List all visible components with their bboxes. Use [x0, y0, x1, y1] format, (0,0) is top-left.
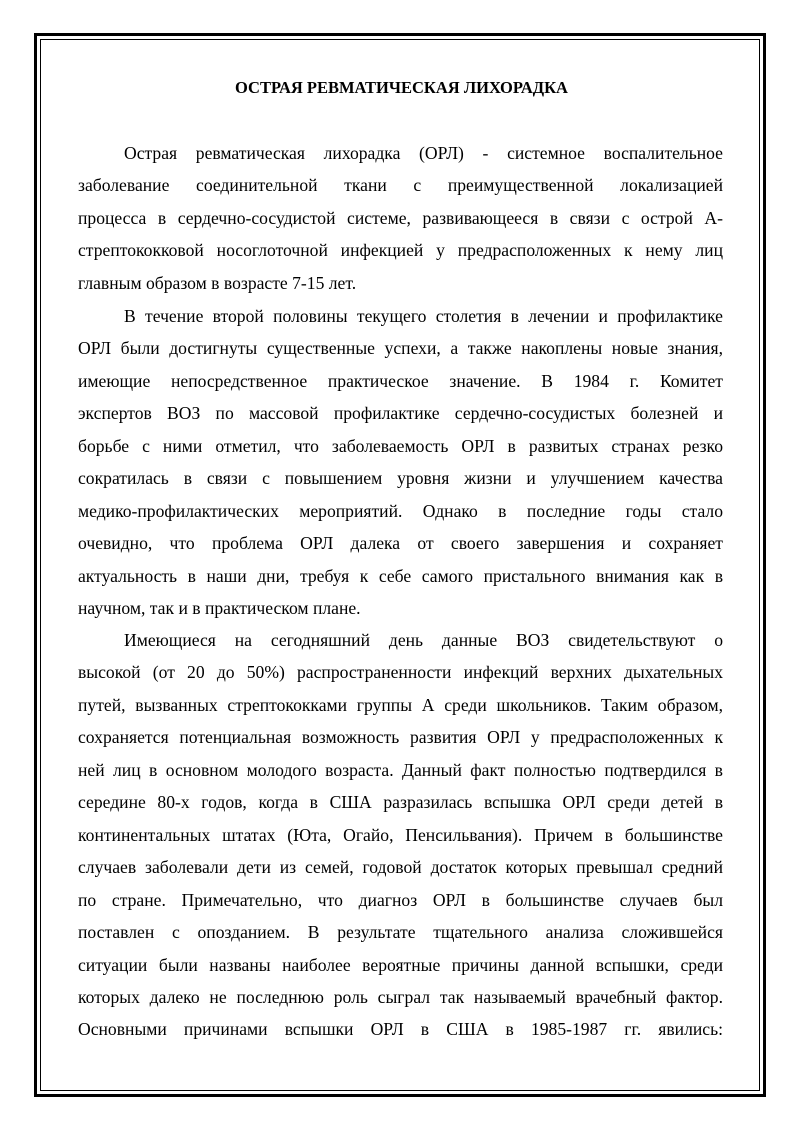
- paragraph-3-line-11: ситуации были названы наиболее вероятные причины данной вспышки, среди: [78, 954, 723, 975]
- paragraph-2-line-7: медико-профилактических мероприятий. Однако в последние годы стало: [78, 500, 723, 521]
- paragraph-2-line-5: борьбе с ними отметил, что заболеваемость ОРЛ в развитых странах резко: [78, 435, 723, 456]
- document-title: ОСТРАЯ РЕВМАТИЧЕСКАЯ ЛИХОРАДКА: [235, 78, 568, 97]
- paragraph-3-line-10: поставлен с опозданием. В результате тщательного анализа сложившейся: [78, 922, 723, 943]
- paragraph-1-line-3: процесса в сердечно-сосудистой системе, развивающееся в связи с острой А-: [78, 207, 723, 228]
- paragraph-2-line-1: В течение второй половины текущего столетия в лечении и профилактике: [124, 306, 723, 326]
- paragraph-3-line-8: случаев заболевали дети из семей, годовой достаток которых превышал средний: [78, 857, 723, 878]
- paragraph-3-line-2: высокой (от 20 до 50%) распространенности инфекций верхних дыхательных: [78, 662, 723, 683]
- paragraph-3-line-5: ней лиц в основном молодого возраста. Данный факт полностью подтвердился в: [78, 759, 723, 780]
- paragraph-3-line-6: середине 80-х годов, когда в США разразилась вспышка ОРЛ среди детей в: [78, 792, 723, 813]
- paragraph-2-line-2: ОРЛ были достигнуты существенные успехи, а также накоплены новые знания,: [78, 338, 723, 359]
- paragraph-2-line-6: сократилась в связи с повышением уровня жизни и улучшением качества: [78, 468, 723, 489]
- paragraph-2-line-3: имеющие непосредственное практическое значение. В 1984 г. Комитет: [78, 370, 723, 391]
- paragraph-2-line-9: актуальность в наши дни, требуя к себе самого пристального внимания как в: [78, 565, 723, 586]
- paragraph-3-line-4: сохраняется потенциальная возможность развития ОРЛ у предрасположенных к: [78, 727, 723, 748]
- paragraph-3-line-13: Основными причинами вспышки ОРЛ в США в 1985-1987 гг. явились:: [78, 1019, 723, 1040]
- paragraph-1-line-5: главным образом в возрасте 7-15 лет.: [78, 272, 357, 293]
- paragraph-3-line-3: путей, вызванных стрептококками группы А среди школьников. Таким образом,: [78, 694, 723, 715]
- paragraph-1-line-4: стрептококковой носоглоточной инфекцией у предрасположенных к нему лиц: [78, 240, 723, 261]
- paragraph-1-line-2: заболевание соединительной ткани с преимущественной локализацией: [78, 175, 723, 196]
- paragraph-2-line-4: экспертов ВОЗ по массовой профилактике сердечно-сосудистых болезней и: [78, 403, 723, 424]
- paragraph-2-line-10: научном, так и в практическом плане.: [78, 598, 361, 619]
- paragraph-3-line-9: по стране. Примечательно, что диагноз ОРЛ в большинстве случаев был: [78, 889, 723, 910]
- paragraph-3-line-12: которых далеко не последнюю роль сыграл так называемый врачебный фактор.: [78, 986, 723, 1007]
- paragraph-3-line-7: континентальных штатах (Юта, Огайо, Пенсильвания). Причем в большинстве: [78, 824, 723, 845]
- paragraph-3-line-1: Имеющиеся на сегодняшний день данные ВОЗ свидетельствуют о: [124, 630, 723, 650]
- paragraph-1-line-1: Острая ревматическая лихорадка (ОРЛ) - системное воспалительное: [124, 143, 723, 163]
- paragraph-2-line-8: очевидно, что проблема ОРЛ далека от своего завершения и сохраняет: [78, 533, 723, 554]
